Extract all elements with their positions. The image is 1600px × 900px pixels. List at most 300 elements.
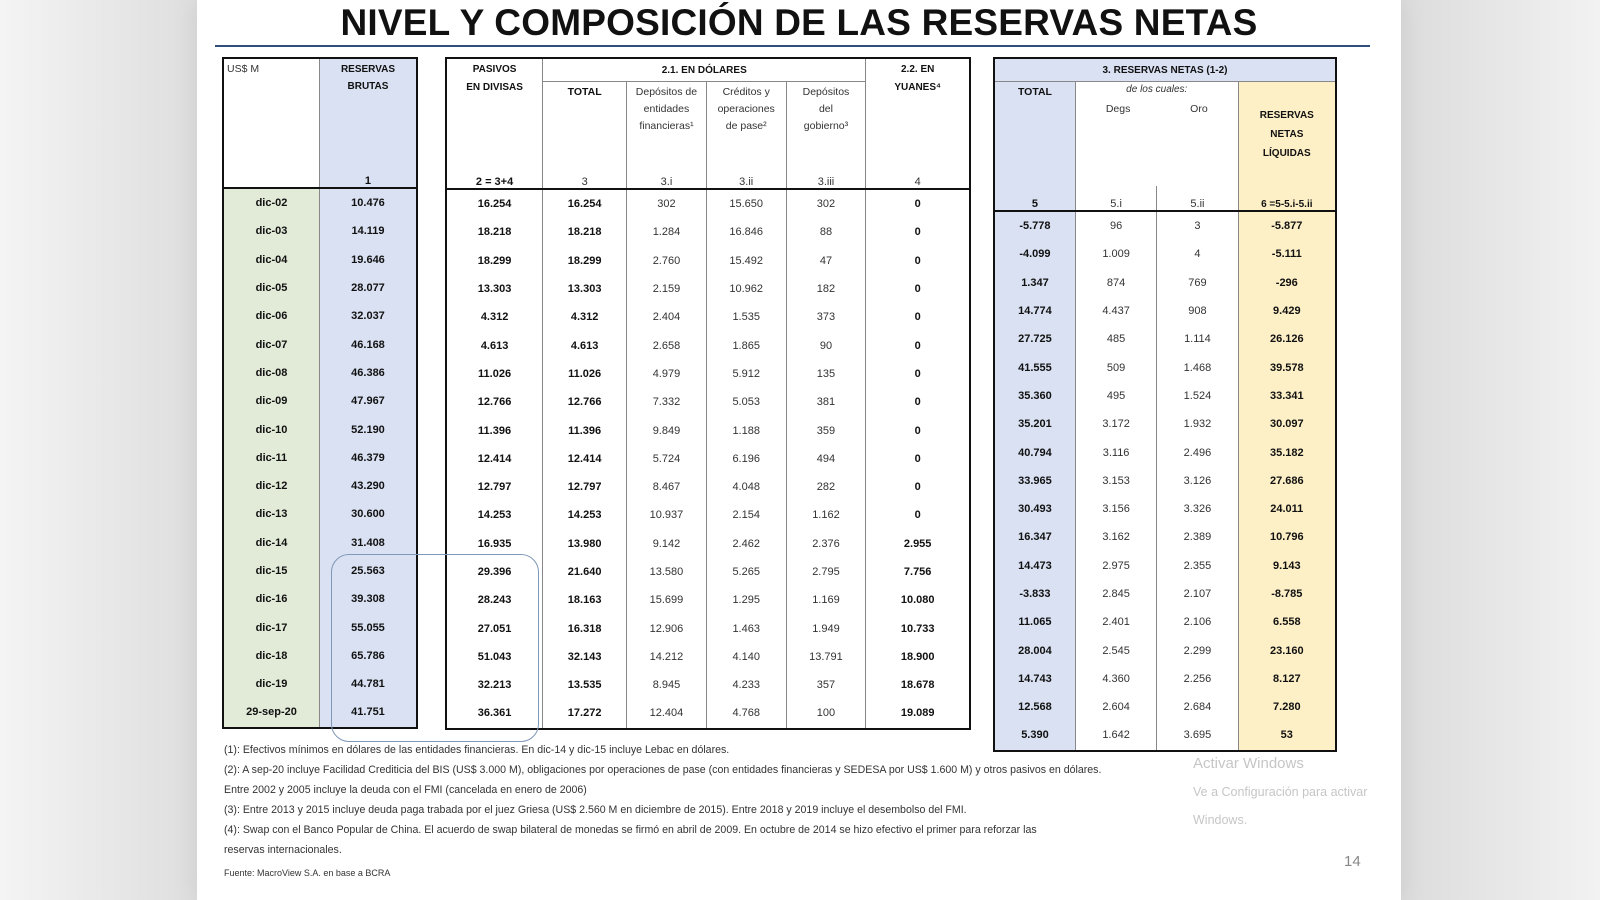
table-row <box>994 580 1336 608</box>
liquidas-cell: 27.686 <box>1238 467 1336 495</box>
oro-header: Oro <box>1190 103 1208 115</box>
column-number-row <box>223 163 417 188</box>
dep-entidades-cell: 10.937 <box>627 501 707 529</box>
degs-cell: 2.604 <box>1075 693 1156 721</box>
dep-entidades-cell: 2.404 <box>627 303 707 331</box>
liquidas-cell: -8.785 <box>1238 580 1336 608</box>
yuanes-cell: 10.733 <box>866 614 970 642</box>
table-row <box>994 523 1336 551</box>
oro-cell: 3.126 <box>1157 467 1238 495</box>
col-number-6: 6 =5-5.i-5.ii <box>1238 186 1336 211</box>
degs-cell: 2.975 <box>1075 552 1156 580</box>
degs-cell: 3.116 <box>1075 438 1156 466</box>
oro-cell: 2.256 <box>1157 665 1238 693</box>
reservas-brutas-cell: 14.119 <box>319 217 417 245</box>
period-cell: dic-08 <box>223 359 319 387</box>
table-row <box>994 665 1336 693</box>
col-number-3i: 3.i <box>627 164 707 189</box>
pasivos-cell: 12.766 <box>446 388 543 416</box>
period-cell: dic-04 <box>223 246 319 274</box>
table-row <box>994 410 1336 438</box>
liquidas-cell: 26.126 <box>1238 325 1336 353</box>
dep-entidades-cell: 8.467 <box>627 473 707 501</box>
pasivos-cell: 4.613 <box>446 331 543 359</box>
dep-gobierno-cell: 90 <box>786 331 866 359</box>
netas-total-cell: -5.778 <box>994 211 1075 240</box>
period-cell: dic-16 <box>223 585 319 613</box>
creditos-cell: 1.865 <box>706 331 786 359</box>
table-row <box>994 438 1336 466</box>
liquidas-cell: -296 <box>1238 269 1336 297</box>
dep-gobierno-cell: 282 <box>786 473 866 501</box>
creditos-cell: 2.462 <box>706 530 786 558</box>
table-row <box>446 416 970 444</box>
yuanes-cell: 0 <box>866 501 970 529</box>
dep-entidades-cell: 8.945 <box>627 671 707 699</box>
yuanes-cell: 0 <box>866 473 970 501</box>
netas-total-cell: 30.493 <box>994 495 1075 523</box>
reservas-brutas-cell: 30.600 <box>319 500 417 528</box>
oro-cell: 769 <box>1157 269 1238 297</box>
netas-total-cell: 16.347 <box>994 523 1075 551</box>
pasivos-cell: 18.299 <box>446 247 543 275</box>
dolares-total-cell: 13.980 <box>543 530 627 558</box>
liquidas-cell: 9.429 <box>1238 297 1336 325</box>
dolares-total-cell: 18.163 <box>543 586 627 614</box>
reservas-brutas-cell: 28.077 <box>319 274 417 302</box>
table-row <box>994 325 1336 353</box>
dolares-total-cell: 12.766 <box>543 388 627 416</box>
degs-cell: 1.009 <box>1075 240 1156 268</box>
pasivos-header: PASIVOS EN DIVISAS <box>446 58 543 164</box>
degs-cell: 4.360 <box>1075 665 1156 693</box>
dep-gobierno-cell: 13.791 <box>786 643 866 671</box>
col-number-2: 2 = 3+4 <box>446 164 543 189</box>
col-number-1: 1 <box>319 163 417 188</box>
liquidas-cell: 6.558 <box>1238 608 1336 636</box>
dep-gobierno-cell: 381 <box>786 388 866 416</box>
dolares-total-cell: 13.535 <box>543 671 627 699</box>
oro-cell: 1.524 <box>1157 382 1238 410</box>
de-los-cuales-label: de los cuales: <box>1126 84 1188 95</box>
oro-cell: 3 <box>1157 211 1238 240</box>
dolares-total-cell: 4.312 <box>543 303 627 331</box>
reservas-brutas-cell: 46.379 <box>319 444 417 472</box>
reservas-brutas-cell: 31.408 <box>319 529 417 557</box>
creditos-cell: 4.048 <box>706 473 786 501</box>
period-cell: dic-14 <box>223 529 319 557</box>
table-row <box>446 218 970 246</box>
dep-gobierno-cell: 2.376 <box>786 530 866 558</box>
period-cell: dic-05 <box>223 274 319 302</box>
netas-total-cell: 28.004 <box>994 636 1075 664</box>
table-row <box>994 353 1336 381</box>
period-cell: dic-19 <box>223 670 319 698</box>
degs-cell: 2.545 <box>1075 636 1156 664</box>
col-number-3: 3 <box>543 164 627 189</box>
dolares-total-cell: 12.414 <box>543 445 627 473</box>
yuanes-cell: 0 <box>866 247 970 275</box>
dep-entidades-cell: 2.159 <box>627 275 707 303</box>
slide-title: NIVEL Y COMPOSICIÓN DE LAS RESERVAS NETAS <box>340 2 1258 43</box>
creditos-cell: 4.768 <box>706 699 786 728</box>
unit-label: US$ M <box>223 58 319 163</box>
liquidas-cell: 35.182 <box>1238 438 1336 466</box>
table-row <box>223 302 417 330</box>
dep-entidades-cell: 1.284 <box>627 218 707 246</box>
degs-cell: 2.845 <box>1075 580 1156 608</box>
background-left <box>0 0 197 900</box>
dolares-total-cell: 14.253 <box>543 501 627 529</box>
dolares-total-cell: 16.254 <box>543 189 627 218</box>
dep-entidades-cell: 12.906 <box>627 614 707 642</box>
dep-gobierno-cell: 100 <box>786 699 866 728</box>
oro-cell: 2.355 <box>1157 552 1238 580</box>
dolares-total-header: TOTAL <box>543 82 627 165</box>
table-row <box>223 444 417 472</box>
reservas-brutas-cell: 55.055 <box>319 613 417 641</box>
liquidas-cell: 10.796 <box>1238 523 1336 551</box>
reservas-brutas-cell: 46.168 <box>319 330 417 358</box>
liquidas-cell: 30.097 <box>1238 410 1336 438</box>
pasivos-cell: 16.935 <box>446 530 543 558</box>
creditos-cell: 5.265 <box>706 558 786 586</box>
yuanes-cell: 2.955 <box>866 530 970 558</box>
col-number-5: 5 <box>994 186 1075 211</box>
column-number-row <box>994 186 1336 211</box>
oro-cell: 2.106 <box>1157 608 1238 636</box>
table-row <box>223 500 417 528</box>
table-row <box>223 359 417 387</box>
oro-cell: 4 <box>1157 240 1238 268</box>
table-row <box>223 415 417 443</box>
oro-cell: 2.107 <box>1157 580 1238 608</box>
yuanes-cell: 7.756 <box>866 558 970 586</box>
dep-gobierno-cell: 1.169 <box>786 586 866 614</box>
period-cell: dic-10 <box>223 415 319 443</box>
reservas-brutas-cell: 52.190 <box>319 415 417 443</box>
table-row <box>994 495 1336 523</box>
netas-total-cell: 14.743 <box>994 665 1075 693</box>
period-cell: 29-sep-20 <box>223 698 319 727</box>
liquidas-cell: 33.341 <box>1238 382 1336 410</box>
dep-entidades-cell: 7.332 <box>627 388 707 416</box>
yuanes-cell: 0 <box>866 331 970 359</box>
degs-cell: 3.156 <box>1075 495 1156 523</box>
period-cell: dic-07 <box>223 330 319 358</box>
degs-cell: 874 <box>1075 269 1156 297</box>
header-row <box>223 58 417 163</box>
dolares-total-cell: 16.318 <box>543 614 627 642</box>
table-row <box>223 217 417 245</box>
yuanes-cell: 0 <box>866 416 970 444</box>
creditos-cell: 15.650 <box>706 189 786 218</box>
reservas-brutas-cell: 46.386 <box>319 359 417 387</box>
liquidas-cell: 53 <box>1238 721 1336 750</box>
reservas-brutas-cell: 32.037 <box>319 302 417 330</box>
dolares-total-cell: 4.613 <box>543 331 627 359</box>
table-row <box>994 211 1336 240</box>
creditos-cell: 5.053 <box>706 388 786 416</box>
netas-total-cell: 41.555 <box>994 353 1075 381</box>
pasivos-cell: 16.254 <box>446 189 543 218</box>
degs-cell: 2.401 <box>1075 608 1156 636</box>
dolares-total-cell: 32.143 <box>543 643 627 671</box>
dep-gobierno-cell: 1.162 <box>786 501 866 529</box>
pasivos-cell: 27.051 <box>446 614 543 642</box>
group-header-row <box>446 58 970 82</box>
period-cell: dic-12 <box>223 472 319 500</box>
dep-entidades-cell: 9.849 <box>627 416 707 444</box>
source-note: Fuente: MacroView S.A. en base a BCRA <box>224 868 391 878</box>
reservas-brutas-cell: 65.786 <box>319 642 417 670</box>
oro-cell: 1.114 <box>1157 325 1238 353</box>
dep-gobierno-cell: 357 <box>786 671 866 699</box>
creditos-cell: 4.233 <box>706 671 786 699</box>
oro-cell: 2.299 <box>1157 636 1238 664</box>
dep-entidades-cell: 2.658 <box>627 331 707 359</box>
dep-entidades-cell: 5.724 <box>627 445 707 473</box>
dep-entidades-cell: 9.142 <box>627 530 707 558</box>
reservas-brutas-cell: 47.967 <box>319 387 417 415</box>
dep-gobierno-cell: 302 <box>786 189 866 218</box>
dep-gobierno-cell: 135 <box>786 360 866 388</box>
dep-gobierno-header: Depósitos del gobierno³ <box>786 82 866 165</box>
reservas-brutas-cell: 25.563 <box>319 557 417 585</box>
table-row <box>223 188 417 217</box>
highlight-ellipse <box>331 554 539 742</box>
dep-gobierno-cell: 373 <box>786 303 866 331</box>
netas-total-cell: -4.099 <box>994 240 1075 268</box>
dolares-total-cell: 17.272 <box>543 699 627 728</box>
period-cell: dic-02 <box>223 188 319 217</box>
dep-entidades-header: Depósitos de entidades financieras¹ <box>627 82 707 165</box>
reservas-brutas-cell: 43.290 <box>319 472 417 500</box>
liquidas-header: RESERVAS NETAS LÍQUIDAS <box>1238 82 1336 187</box>
creditos-cell: 16.846 <box>706 218 786 246</box>
dolares-group-header: 2.1. EN DÓLARES <box>543 58 866 82</box>
liquidas-cell: 23.160 <box>1238 636 1336 664</box>
title-underline <box>215 45 1370 47</box>
footnote: (3): Entre 2013 y 2015 incluye deuda paga trabada por el juez Griesa (US$ 2.560 M en diciembre de 2015). Entre 2018 y 2019 incluye el desembolso del FMI. <box>224 804 967 816</box>
netas-total-cell: 1.347 <box>994 269 1075 297</box>
degs-cell: 96 <box>1075 211 1156 240</box>
pasivos-cell: 36.361 <box>446 699 543 728</box>
column-number-row <box>446 164 970 189</box>
degs-cell: 509 <box>1075 353 1156 381</box>
liquidas-cell: 9.143 <box>1238 552 1336 580</box>
netas-total-cell: 33.965 <box>994 467 1075 495</box>
degs-cell: 1.642 <box>1075 721 1156 750</box>
creditos-cell: 5.912 <box>706 360 786 388</box>
pasivos-cell: 32.213 <box>446 671 543 699</box>
table-row <box>446 360 970 388</box>
dolares-total-cell: 18.299 <box>543 247 627 275</box>
col-number-3iii: 3.iii <box>786 164 866 189</box>
pasivos-cell: 4.312 <box>446 303 543 331</box>
table-row <box>223 472 417 500</box>
yuanes-header: 2.2. EN YUANES⁴ <box>866 58 970 164</box>
period-cell: dic-11 <box>223 444 319 472</box>
dep-gobierno-cell: 359 <box>786 416 866 444</box>
creditos-cell: 6.196 <box>706 445 786 473</box>
oro-cell: 1.468 <box>1157 353 1238 381</box>
degs-cell: 485 <box>1075 325 1156 353</box>
netas-total-header: TOTAL <box>994 82 1075 187</box>
dolares-total-cell: 12.797 <box>543 473 627 501</box>
dep-gobierno-cell: 47 <box>786 247 866 275</box>
dep-entidades-cell: 15.699 <box>627 586 707 614</box>
table-row <box>223 529 417 557</box>
slide <box>197 0 1401 900</box>
table-row <box>994 382 1336 410</box>
table-row <box>223 246 417 274</box>
netas-total-cell: 35.201 <box>994 410 1075 438</box>
yuanes-cell: 0 <box>866 189 970 218</box>
dep-entidades-cell: 2.760 <box>627 247 707 275</box>
oro-cell: 1.932 <box>1157 410 1238 438</box>
table-row <box>446 275 970 303</box>
footnote: (1): Efectivos mínimos en dólares de las entidades financieras. En dic-14 y dic-15 incluye Lebac en dólares. <box>224 744 730 756</box>
dolares-total-cell: 21.640 <box>543 558 627 586</box>
windows-activation-watermark: Activar Windows Ve a Configuración para activar Windows. <box>1193 755 1368 827</box>
pasivos-cell: 28.243 <box>446 586 543 614</box>
footnote: (4): Swap con el Banco Popular de China. El acuerdo de swap bilateral de monedas se firmó en abril de 2009. En octubre de 2014 se hizo efectivo el primer para reforzar las <box>224 824 1037 836</box>
pasivos-cell: 29.396 <box>446 558 543 586</box>
table-row <box>446 331 970 359</box>
liquidas-cell: 24.011 <box>1238 495 1336 523</box>
table-row <box>446 247 970 275</box>
liquidas-cell: -5.877 <box>1238 211 1336 240</box>
dep-entidades-cell: 12.404 <box>627 699 707 728</box>
oro-cell: 3.695 <box>1157 721 1238 750</box>
table-row <box>994 467 1336 495</box>
table-row <box>446 189 970 218</box>
netas-total-cell: 14.473 <box>994 552 1075 580</box>
netas-total-cell: 14.774 <box>994 297 1075 325</box>
yuanes-cell: 0 <box>866 388 970 416</box>
table-row <box>994 240 1336 268</box>
reservas-brutas-cell: 44.781 <box>319 670 417 698</box>
reservas-brutas-cell: 39.308 <box>319 585 417 613</box>
degs-header: Degs <box>1105 103 1131 115</box>
dep-gobierno-cell: 88 <box>786 218 866 246</box>
pasivos-cell: 11.026 <box>446 360 543 388</box>
yuanes-cell: 0 <box>866 218 970 246</box>
pasivos-cell: 51.043 <box>446 643 543 671</box>
table-row <box>994 693 1336 721</box>
degs-cell: 3.162 <box>1075 523 1156 551</box>
liquidas-cell: -5.111 <box>1238 240 1336 268</box>
yuanes-cell: 0 <box>866 445 970 473</box>
page-number: 14 <box>1344 853 1361 870</box>
dolares-total-cell: 11.026 <box>543 360 627 388</box>
degs-cell: 495 <box>1075 382 1156 410</box>
reservas-brutas-cell: 19.646 <box>319 246 417 274</box>
period-cell: dic-18 <box>223 642 319 670</box>
col-number-5i: 5.i <box>1075 186 1156 211</box>
reservas-brutas-cell: 10.476 <box>319 188 417 217</box>
dep-entidades-cell: 14.212 <box>627 643 707 671</box>
col-number-3ii: 3.ii <box>706 164 786 189</box>
pasivos-cell: 11.396 <box>446 416 543 444</box>
netas-total-cell: 27.725 <box>994 325 1075 353</box>
header-row <box>994 82 1336 187</box>
creditos-header: Créditos y operaciones de pase² <box>706 82 786 165</box>
pasivos-cell: 18.218 <box>446 218 543 246</box>
period-cell: dic-13 <box>223 500 319 528</box>
pasivos-cell: 13.303 <box>446 275 543 303</box>
degs-cell: 3.153 <box>1075 467 1156 495</box>
table-row <box>223 274 417 302</box>
period-cell: dic-06 <box>223 302 319 330</box>
table-row <box>446 388 970 416</box>
oro-cell: 2.684 <box>1157 693 1238 721</box>
liquidas-cell: 7.280 <box>1238 693 1336 721</box>
footnote: reservas internacionales. <box>224 844 342 856</box>
footnote: (2): A sep-20 incluye Facilidad Crediticia del BIS (US$ 3.000 M), obligaciones por operaciones de pase (con entidades financieras y SEDESA por US$ 1.600 M) y otros pasivos en dólares. <box>224 764 1102 776</box>
table-row <box>223 387 417 415</box>
table-row <box>994 608 1336 636</box>
yuanes-cell: 0 <box>866 275 970 303</box>
group-header-row <box>994 58 1336 82</box>
creditos-cell: 2.154 <box>706 501 786 529</box>
creditos-cell: 10.962 <box>706 275 786 303</box>
reservas-brutas-cell: 41.751 <box>319 698 417 727</box>
period-cell: dic-15 <box>223 557 319 585</box>
creditos-cell: 4.140 <box>706 643 786 671</box>
netas-group-header: 3. RESERVAS NETAS (1-2) <box>994 58 1336 82</box>
pasivos-cell: 12.414 <box>446 445 543 473</box>
degs-cell: 4.437 <box>1075 297 1156 325</box>
yuanes-cell: 18.900 <box>866 643 970 671</box>
creditos-cell: 1.295 <box>706 586 786 614</box>
table-row <box>446 303 970 331</box>
netas-total-cell: 11.065 <box>994 608 1075 636</box>
oro-cell: 3.326 <box>1157 495 1238 523</box>
period-cell: dic-09 <box>223 387 319 415</box>
col-number-5ii: 5.ii <box>1157 186 1238 211</box>
dolares-total-cell: 11.396 <box>543 416 627 444</box>
table-row <box>446 501 970 529</box>
reservas-brutas-header: RESERVAS BRUTAS <box>319 58 417 163</box>
dep-gobierno-cell: 1.949 <box>786 614 866 642</box>
footnote: Entre 2002 y 2005 incluye la deuda con el FMI (cancelada en enero de 2006) <box>224 784 587 796</box>
col-number-4: 4 <box>866 164 970 189</box>
dep-gobierno-cell: 494 <box>786 445 866 473</box>
netas-total-cell: 35.360 <box>994 382 1075 410</box>
creditos-cell: 15.492 <box>706 247 786 275</box>
dep-gobierno-cell: 2.795 <box>786 558 866 586</box>
netas-total-cell: 12.568 <box>994 693 1075 721</box>
yuanes-cell: 0 <box>866 360 970 388</box>
table-row <box>994 297 1336 325</box>
degs-cell: 3.172 <box>1075 410 1156 438</box>
creditos-cell: 1.188 <box>706 416 786 444</box>
dolares-total-cell: 18.218 <box>543 218 627 246</box>
table-row <box>994 269 1336 297</box>
period-cell: dic-03 <box>223 217 319 245</box>
liquidas-cell: 8.127 <box>1238 665 1336 693</box>
table-reservas-netas <box>993 57 1337 752</box>
table-row <box>994 552 1336 580</box>
yuanes-cell: 19.089 <box>866 699 970 728</box>
creditos-cell: 1.463 <box>706 614 786 642</box>
background-right <box>1401 0 1600 900</box>
dolares-total-cell: 13.303 <box>543 275 627 303</box>
yuanes-cell: 18.678 <box>866 671 970 699</box>
yuanes-cell: 0 <box>866 303 970 331</box>
